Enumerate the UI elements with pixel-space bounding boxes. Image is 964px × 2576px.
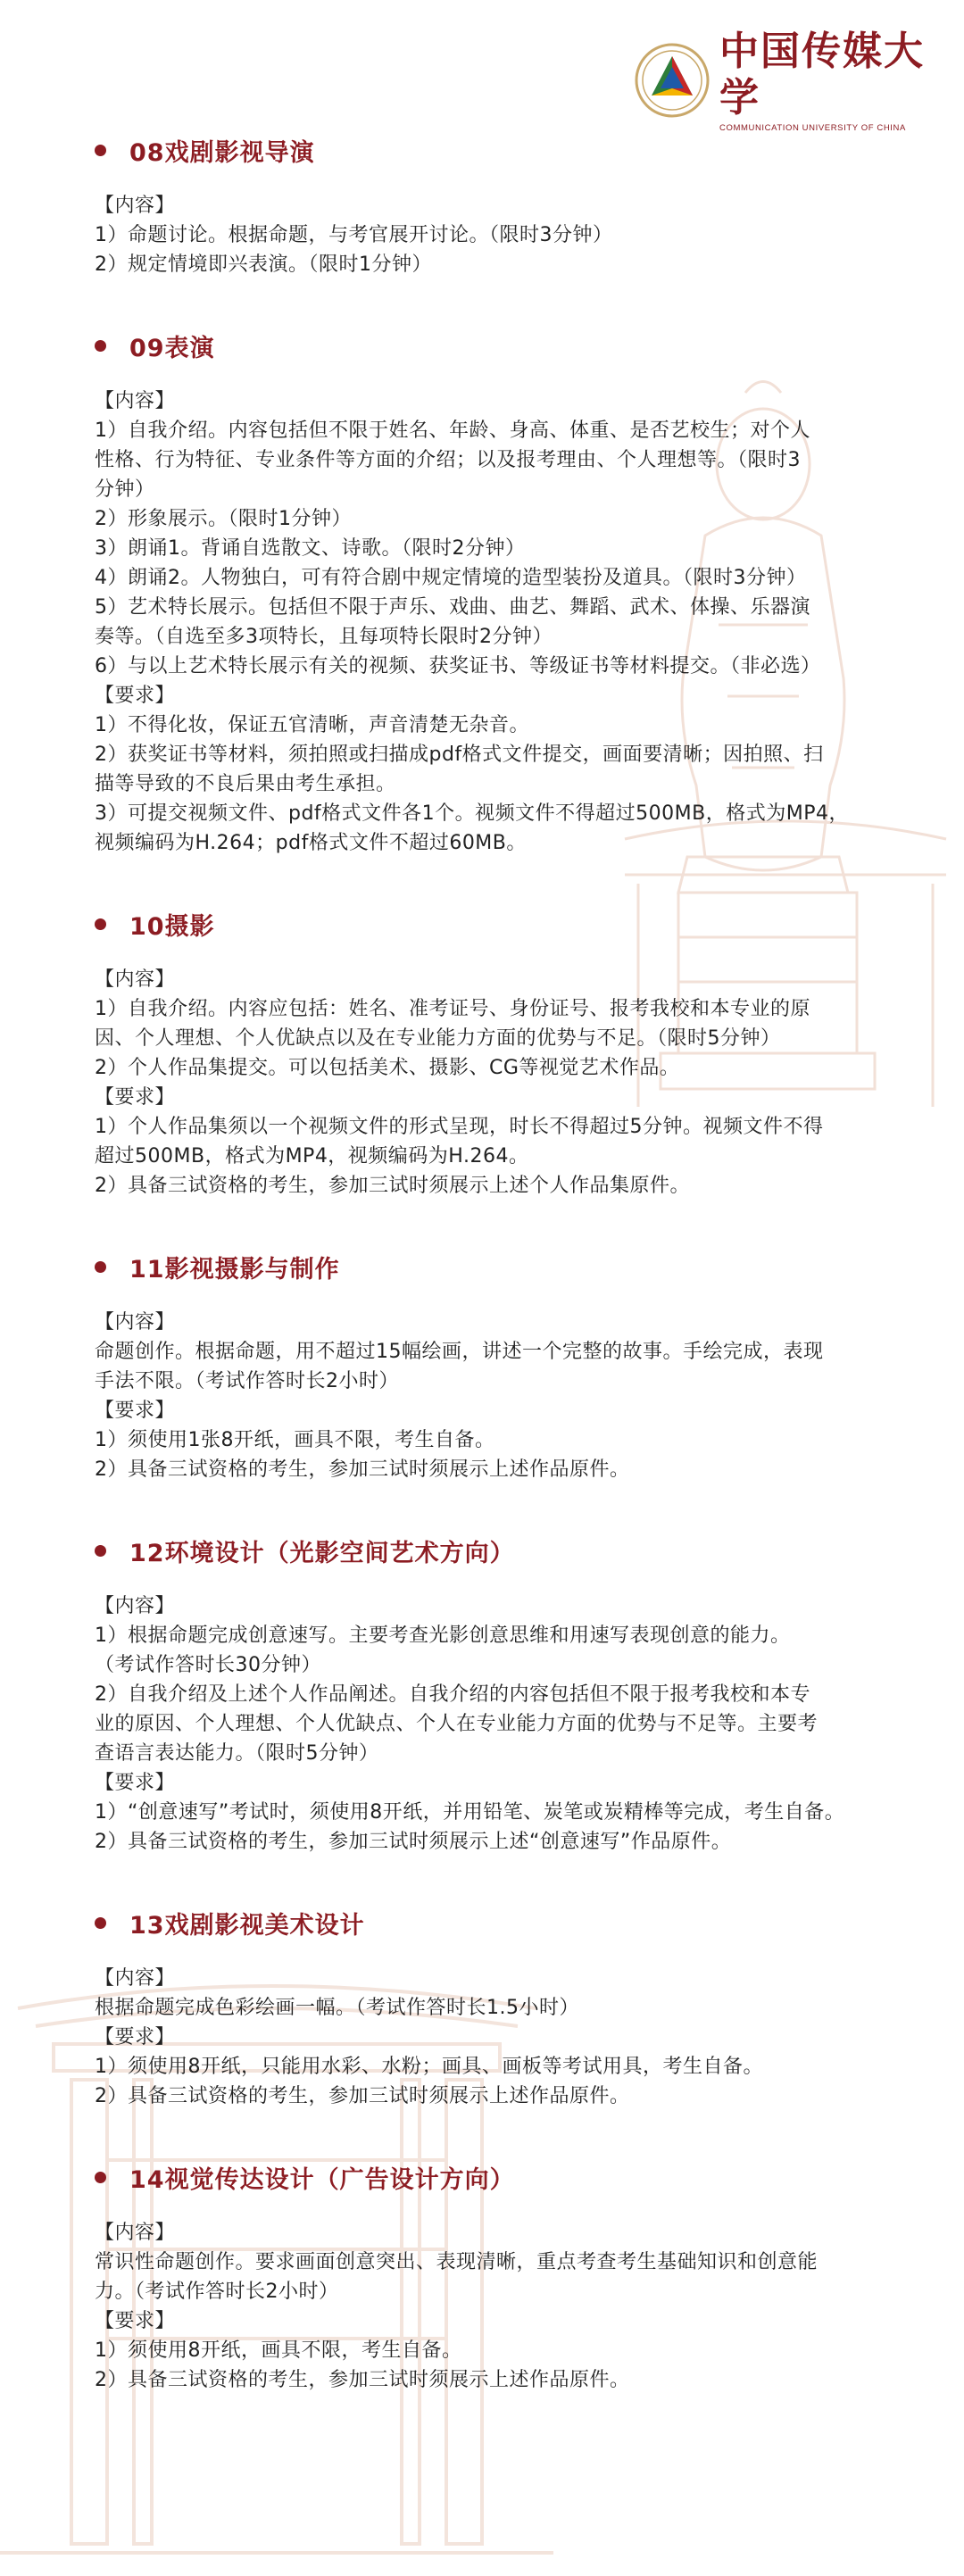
text-line: 超过500MB，格式为MP4，视频编码为H.264。 <box>95 1145 529 1168</box>
section <box>95 1887 916 2111</box>
text-line: 2）具备三试资格的考生，参加三试时须展示上述作品原件。 <box>95 1458 630 1481</box>
subsection-label: 【内容】 <box>95 968 176 991</box>
subsection-label: 【内容】 <box>95 1311 176 1334</box>
section-body <box>95 1308 916 1484</box>
text-line: 2）个人作品集提交。可以包括美术、摄影、CG等视觉艺术作品。 <box>95 1057 680 1079</box>
section <box>95 2141 916 2395</box>
text-line: （考试作答时长30分钟） <box>95 1654 321 1676</box>
text-line: 业的原因、个人理想、个人优缺点、个人在专业能力方面的优势与不足等。主要考 <box>95 1713 819 1735</box>
subsection-label: 【要求】 <box>95 2310 176 2332</box>
subsection-label: 【内容】 <box>95 2222 176 2244</box>
section-title: 12环境设计（光影空间艺术方向） <box>129 1539 515 1567</box>
text-line: 2）获奖证书等材料，须拍照或扫描成pdf格式文件提交，画面要清晰；因拍照、扫 <box>95 744 824 766</box>
section-header <box>95 310 916 381</box>
text-line: 2）具备三试资格的考生，参加三试时须展示上述作品原件。 <box>95 2085 630 2107</box>
text-line: 描等导致的不良后果由考生承担。 <box>95 773 396 795</box>
text-line: 1）自我介绍。内容包括但不限于姓名、年龄、身高、体重、是否艺校生；对个人 <box>95 420 810 442</box>
text-line: 3）朗诵1。背诵自选散文、诗歌。（限时2分钟） <box>95 537 526 560</box>
section-header <box>95 888 916 960</box>
section-body <box>95 191 916 279</box>
text-line: 5）艺术特长展示。包括但不限于声乐、戏曲、曲艺、舞蹈、武术、体操、乐器演 <box>95 596 810 619</box>
section-title: 10摄影 <box>129 912 215 941</box>
section-body <box>95 965 916 1201</box>
text-line: 2）具备三试资格的考生，参加三试时须展示上述“创意速写”作品原件。 <box>95 1831 732 1853</box>
section-title: 09表演 <box>129 334 215 362</box>
bullet-icon <box>95 1917 106 1929</box>
section-title: 08戏剧影视导演 <box>129 138 315 167</box>
section-header <box>95 1515 916 1586</box>
logo-name-en: COMMUNICATION UNIVERSITY OF CHINA <box>719 122 906 133</box>
section-body <box>95 2218 916 2395</box>
text-line: 1）须使用8开纸，画具不限，考生自备。 <box>95 2339 462 2362</box>
bullet-icon <box>95 2172 106 2183</box>
section <box>95 1231 916 1484</box>
section <box>95 310 916 858</box>
text-line: 奏等。（自选至多3项特长，且每项特长限时2分钟） <box>95 626 553 648</box>
bullet-icon <box>95 1261 106 1273</box>
section <box>95 1515 916 1857</box>
text-line: 根据命题完成色彩绘画一幅。（考试作答时长1.5小时） <box>95 1997 579 2019</box>
text-line: 1）个人作品集须以一个视频文件的形式呈现，时长不得超过5分钟。视频文件不得 <box>95 1116 824 1138</box>
text-line: 视频编码为H.264；pdf格式文件不超过60MB。 <box>95 832 527 854</box>
section-body <box>95 1964 916 2111</box>
subsection-label: 【要求】 <box>95 2026 176 2048</box>
section-header <box>95 114 916 186</box>
section <box>95 114 916 279</box>
text-line: 1）须使用8开纸，只能用水彩、水粉；画具、画板等考试用具，考生自备。 <box>95 2056 763 2078</box>
text-line: 3）可提交视频文件、pdf格式文件各1个。视频文件不得超过500MB，格式为MP4， <box>95 802 849 825</box>
subsection-label: 【要求】 <box>95 1772 176 1794</box>
content <box>95 114 916 2425</box>
subsection-label: 【要求】 <box>95 1086 176 1109</box>
bullet-icon <box>95 918 106 930</box>
section-body <box>95 1591 916 1857</box>
subsection-label: 【内容】 <box>95 1967 176 1990</box>
text-line: 分钟） <box>95 478 155 501</box>
text-line: 2）形象展示。（限时1分钟） <box>95 508 352 530</box>
subsection-label: 【要求】 <box>95 1400 176 1422</box>
subsection-label: 【要求】 <box>95 685 176 707</box>
text-line: 性格、行为特征、专业条件等方面的介绍；以及报考理由、个人理想等。（限时3 <box>95 449 801 471</box>
text-line: 2）自我介绍及上述个人作品阐述。自我介绍的内容包括但不限于报考我校和本专 <box>95 1683 810 1706</box>
bullet-icon <box>95 340 106 352</box>
section-body <box>95 386 916 858</box>
subsection-label: 【内容】 <box>95 390 176 412</box>
text-line: 2）具备三试资格的考生，参加三试时须展示上述作品原件。 <box>95 2369 630 2391</box>
bullet-icon <box>95 1545 106 1557</box>
text-line: 6）与以上艺术特长展示有关的视频、获奖证书、等级证书等材料提交。（非必选） <box>95 655 821 677</box>
section-title: 13戏剧影视美术设计 <box>129 1911 365 1940</box>
section-header <box>95 1231 916 1302</box>
text-line: 查语言表达能力。（限时5分钟） <box>95 1742 379 1765</box>
text-line: 1）不得化妆，保证五官清晰，声音清楚无杂音。 <box>95 714 529 736</box>
text-line: 力。（考试作答时长2小时） <box>95 2281 339 2303</box>
subsection-label: 【内容】 <box>95 1595 176 1617</box>
university-logo <box>634 28 928 133</box>
text-line: 2）规定情境即兴表演。（限时1分钟） <box>95 253 432 276</box>
bullet-icon <box>95 145 106 156</box>
text-line: 1）命题讨论。根据命题，与考官展开讨论。（限时3分钟） <box>95 224 613 246</box>
text-line: 因、个人理想、个人优缺点以及在专业能力方面的优势与不足。（限时5分钟） <box>95 1027 781 1050</box>
section-header <box>95 1887 916 1958</box>
section-header <box>95 2141 916 2213</box>
text-line: 命题创作。根据命题，用不超过15幅绘画，讲述一个完整的故事。手绘完成，表现 <box>95 1341 824 1363</box>
section-title: 11影视摄影与制作 <box>129 1255 340 1284</box>
text-line: 常识性命题创作。要求画面创意突出、表现清晰，重点考查考生基础知识和创意能 <box>95 2251 819 2273</box>
section <box>95 888 916 1201</box>
text-line: 1）“创意速写”考试时，须使用8开纸，并用铅笔、炭笔或炭精棒等完成，考生自备。 <box>95 1801 845 1824</box>
university-emblem-icon <box>634 42 711 119</box>
text-line: 2）具备三试资格的考生，参加三试时须展示上述个人作品集原件。 <box>95 1175 690 1197</box>
text-line: 1）须使用1张8开纸，画具不限，考生自备。 <box>95 1429 495 1451</box>
subsection-label: 【内容】 <box>95 195 176 217</box>
text-line: 1）自我介绍。内容应包括：姓名、准考证号、身份证号、报考我校和本专业的原 <box>95 998 810 1020</box>
logo-name-cn: 中国传媒大学 <box>719 28 925 120</box>
section-title: 14视觉传达设计（广告设计方向） <box>129 2165 515 2194</box>
text-line: 1）根据命题完成创意速写。主要考查光影创意思维和用速写表现创意的能力。 <box>95 1625 791 1647</box>
text-line: 手法不限。（考试作答时长2小时） <box>95 1370 399 1392</box>
text-line: 4）朗诵2。人物独白，可有符合剧中规定情境的造型装扮及道具。（限时3分钟） <box>95 567 807 589</box>
